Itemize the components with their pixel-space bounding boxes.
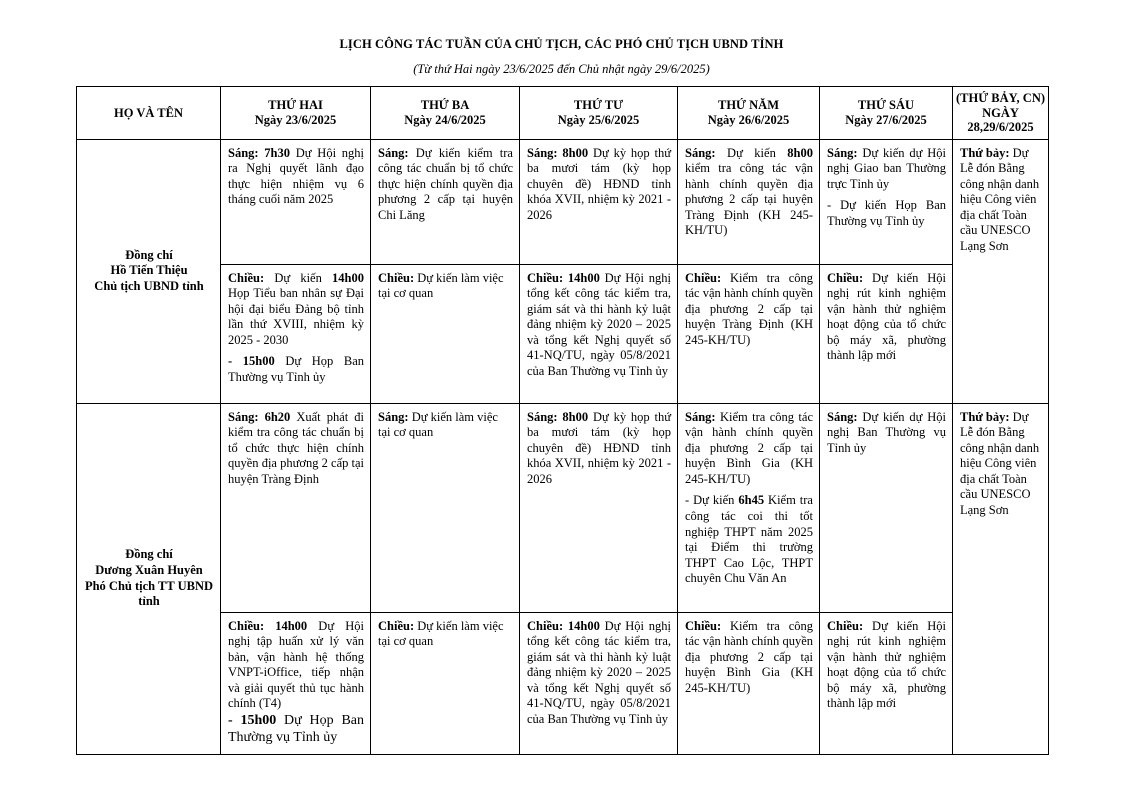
p1-tue-morning — [371, 139, 520, 264]
name-line-3: Phó Chủ tịch TT UBND tỉnh — [84, 578, 214, 609]
time-label: Thứ bảy: — [960, 145, 1010, 160]
activity-text: Dự Lễ đón Bằng công nhận danh hiệu Công viên địa chất Toàn cầu UNESCO Lạng Sơn — [960, 409, 1040, 518]
time-label: Chiều: — [378, 270, 415, 285]
header-date-label: Ngày 27/6/2025 — [845, 112, 927, 127]
p2-tue-morning — [371, 403, 520, 612]
time-label: 8h00 — [787, 145, 813, 160]
time-label: Sáng: — [827, 145, 858, 160]
time-label: Chiều: 14h00 — [527, 270, 600, 285]
header-wednesday — [520, 87, 678, 140]
activity-text: Dự Họp Ban Thường vụ Tỉnh ủy — [228, 354, 364, 385]
header-thursday — [678, 87, 820, 140]
header-date-label: Ngày 24/6/2025 — [404, 112, 486, 127]
time-label: Sáng: — [685, 145, 716, 160]
header-day-label: THỨ TƯ — [573, 98, 624, 113]
time-label: 14h00 — [332, 270, 364, 285]
person-2-afternoon-row — [77, 612, 1049, 754]
activity-text: Họp Tiểu ban nhân sự Đại hội đại biểu Đảng bộ tỉnh lần thứ XVIII, nhiệm kỳ 2025 - 2030 — [228, 286, 364, 347]
time-label: Sáng: 7h30 — [228, 145, 291, 160]
time-label: Chiều: — [685, 618, 722, 633]
activity-text: Dự kỳ họp thứ ba mươi tám (kỳ họp chuyên đề) HĐND tỉnh khóa XVII, nhiệm kỳ 2021 - 2026 — [527, 409, 671, 486]
activity-text: Dự kiến làm việc tại cơ quan — [378, 270, 504, 301]
p2-thu-morning — [678, 403, 820, 612]
activity-text: Dự kỳ họp thứ ba mươi tám (kỳ họp chuyên đề) HĐND tỉnh khóa XVII, nhiệm kỳ 2021 - 2026 — [527, 145, 671, 222]
activity-text: Kiểm tra công tác coi thi tốt nghiệp THPT năm 2025 tại Điểm thi trường THPT Cao Lộc, THPT chuyên Chu Văn An — [685, 493, 813, 586]
p1-wed-morning — [520, 139, 678, 264]
p1-thu-afternoon — [678, 264, 820, 403]
time-label: Chiều: — [378, 618, 415, 633]
activity-text: Dự kiến dự Hội nghị Giao ban Thường trực Tỉnh ủy — [827, 145, 946, 191]
header-day-label: THỨ SÁU — [857, 98, 915, 113]
activity-text: Dự Hội nghị tổng kết công tác kiểm tra, giám sát và thi hành kỷ luật đảng nhiệm kỳ 2020 – 2025 và tổng kết Nghị quyết số 41-NQ/TU, ngày 05/8/2021 của Ban Thường vụ Tỉnh ủy — [527, 618, 671, 727]
time-label: Chiều: — [827, 270, 864, 285]
p1-thu-morning — [678, 139, 820, 264]
header-day-label: THỨ BA — [420, 98, 470, 113]
p2-fri-morning — [820, 403, 953, 612]
time-label: - 15h00 — [228, 354, 275, 369]
time-label: Thứ bảy: — [960, 409, 1010, 424]
header-date-label: Ngày 23/6/2025 — [254, 112, 337, 127]
header-weekend: (THỨ BẢY, CN) NGÀY 28,29/6/2025 — [953, 87, 1049, 140]
p1-fri-morning — [820, 139, 953, 264]
p2-tue-afternoon — [371, 612, 520, 754]
activity-text: Dự Hội nghị tổng kết công tác kiểm tra, giám sát và thi hành kỷ luật đảng nhiệm kỳ 2020 – 2025 và tổng kết Nghị quyết số 41-NQ/TU, ngày 05/8/2021 của Ban Thường vụ Tỉnh ủy — [527, 270, 671, 379]
time-label: - 15h00 — [228, 713, 277, 729]
p1-weekend — [953, 139, 1049, 403]
time-label: Sáng: 8h00 — [527, 145, 589, 160]
activity-text: Dự kiến làm việc tại cơ quan — [378, 618, 504, 649]
person-1-morning-row — [77, 139, 1049, 264]
activity-text: Dự kiến kiểm tra công tác chuẩn bị tổ chức thực hiện chính quyền địa phương 2 cấp tại huyện Chi Lăng — [378, 145, 513, 222]
p2-wed-morning — [520, 403, 678, 612]
person-2-morning-row — [77, 403, 1049, 612]
activity-text: - Dự kiến — [685, 493, 739, 508]
activity-text: Dự Lễ đón Bằng công nhận danh hiệu Công viên địa chất Toàn cầu UNESCO Lạng Sơn — [960, 145, 1040, 254]
time-label: Sáng: — [827, 409, 858, 424]
person-1-name — [77, 139, 221, 403]
activity-text: Dự kiến — [264, 270, 333, 285]
time-label: Sáng: — [378, 409, 409, 424]
name-line-1: Đồng chí — [125, 247, 173, 262]
time-label: Sáng: 8h00 — [527, 409, 589, 424]
header-row — [77, 87, 1049, 140]
name-line-2: Dương Xuân Huyên — [95, 562, 203, 577]
activity-text: Dự Hội nghị tập huấn xử lý văn bản, vận hành hệ thống VNPT-iOffice, tiếp nhận và giải quyết thủ tục hành chính (T4) — [228, 618, 364, 711]
header-monday — [221, 87, 371, 140]
time-label: Chiều: — [228, 270, 265, 285]
p2-wed-afternoon — [520, 612, 678, 754]
time-label: Chiều: — [685, 270, 722, 285]
p2-fri-afternoon — [820, 612, 953, 754]
activity-text: Kiểm tra công tác vận hành chính quyền địa phương 2 cấp tại huyện Bình Gia (KH 245-KH/TU) — [685, 618, 813, 695]
p2-mon-afternoon — [221, 612, 371, 754]
header-friday — [820, 87, 953, 140]
header-name: HỌ VÀ TÊN — [77, 87, 221, 140]
header-day-label: THỨ HAI — [268, 98, 323, 113]
p1-mon-afternoon — [221, 264, 371, 403]
time-label: Sáng: — [378, 145, 409, 160]
person-2-name — [77, 403, 221, 754]
name-line-3: Chủ tịch UBND tỉnh — [94, 278, 204, 293]
activity-text: - Dự kiến Họp Ban Thường vụ Tỉnh ủy — [827, 198, 946, 228]
activity-text: Dự Hội nghị ra Nghị quyết lãnh đạo thực hiện nhiệm vụ 6 tháng cuối năm 2025 — [228, 145, 364, 207]
person-1-afternoon-row — [77, 264, 1049, 403]
header-date-label: Ngày 25/6/2025 — [557, 112, 640, 127]
header-day-label: THỨ NĂM — [718, 98, 779, 113]
activity-text: Dự Họp Ban Thường vụ Tỉnh ủy — [228, 713, 364, 746]
time-label: 6h45 — [738, 493, 765, 508]
p1-tue-afternoon — [371, 264, 520, 403]
p2-mon-morning — [221, 403, 371, 612]
activity-text: Dự kiến Hội nghị rút kinh nghiệm vận hành thử nghiệm hoạt động của tổ chức bộ máy xã, phường thành lập mới — [827, 618, 946, 711]
activity-text: Dự kiến Hội nghị rút kinh nghiệm vận hành thử nghiệm hoạt động của tổ chức bộ máy xã, phường thành lập mới — [827, 270, 946, 363]
p1-mon-morning — [221, 139, 371, 264]
header-date-label: Ngày 26/6/2025 — [707, 112, 790, 127]
activity-text: Kiểm tra công tác vận hành chính quyền địa phương 2 cấp tại huyện Bình Gia (KH 245-KH/TU) — [685, 409, 813, 486]
name-line-2: Hồ Tiến Thiệu — [110, 263, 188, 278]
activity-text: kiểm tra công tác vận hành chính quyền địa phương 2 cấp tại huyện Tràng Định (KH 245-KH/TU) — [685, 161, 813, 238]
p1-fri-afternoon — [820, 264, 953, 403]
activity-text: Xuất phát đi kiểm tra công tác chuẩn bị tổ chức thực hiện chính quyền địa phương 2 cấp tại huyện Tràng Định — [228, 409, 364, 486]
time-label: Sáng: 6h20 — [228, 409, 291, 424]
header-tuesday — [371, 87, 520, 140]
schedule-table — [76, 86, 1049, 755]
time-label: Chiều: 14h00 — [527, 618, 600, 633]
time-label: Chiều: — [827, 618, 864, 633]
activity-text: Dự kiến làm việc tại cơ quan — [378, 409, 498, 440]
activity-text: Kiểm tra công tác vận hành chính quyền địa phương 2 cấp tại huyện Tràng Định (KH 245-KH/TU) — [685, 270, 813, 347]
activity-text: Dự kiến dự Hội nghị Ban Thường vụ Tỉnh ủy — [827, 409, 946, 455]
name-line-1: Đồng chí — [125, 547, 173, 562]
p2-thu-afternoon — [678, 612, 820, 754]
p1-wed-afternoon — [520, 264, 678, 403]
page-subtitle: (Từ thứ Hai ngày 23/6/2025 đến Chủ nhật ngày 29/6/2025) — [413, 62, 710, 76]
time-label: Chiều: 14h00 — [228, 618, 308, 633]
p2-weekend — [953, 403, 1049, 754]
time-label: Sáng: — [685, 409, 716, 424]
page-title: LỊCH CÔNG TÁC TUẦN CỦA CHỦ TỊCH, CÁC PHÓ CHỦ TỊCH UBND TỈNH — [339, 37, 784, 51]
activity-text: Dự kiến — [715, 145, 788, 160]
